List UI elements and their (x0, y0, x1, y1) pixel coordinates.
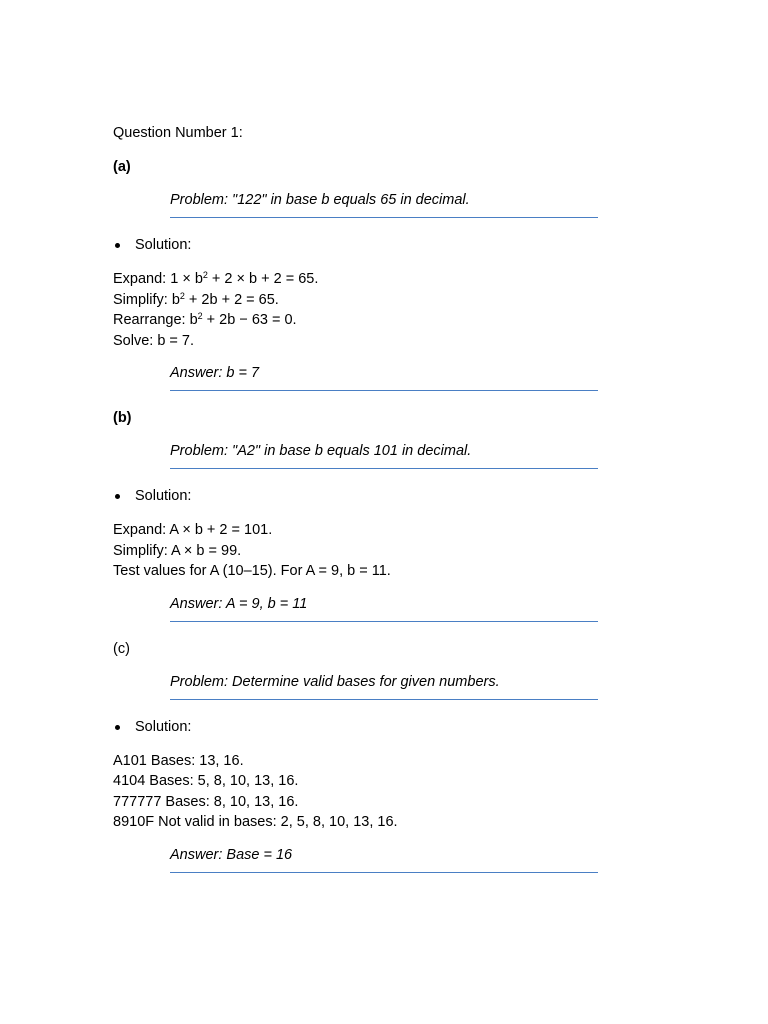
step-line: Simplify: $b^2 + 2b + 2 = 65$. (113, 290, 279, 308)
part-c-problem: Problem: Determine valid bases for given numbers. (170, 674, 598, 700)
document-page (113, 125, 613, 873)
part-b-steps (113, 520, 613, 582)
question-title: Question Number 1: (113, 125, 243, 141)
step-line: Expand: $1 \times b^2 + 2 \times b + 2 = 65$. (113, 270, 319, 287)
part-b-answer: Answer: A = 9, b = 11 (170, 596, 598, 622)
part-a-solution-label: Solution: (135, 237, 192, 253)
part-c (113, 641, 613, 873)
step-line: Simplify: A × b = 99. (113, 542, 242, 559)
part-b-label: (b) (113, 410, 132, 426)
part-a-steps (113, 269, 613, 351)
part-c-steps (113, 751, 613, 833)
step-line: 777777 Bases: 8, 10, 13, 16. (113, 793, 299, 810)
part-b (113, 410, 613, 622)
step-line: 8910F Not valid in bases: 2, 5, 8, 10, 13, 16. (113, 814, 398, 830)
part-a-problem: Problem: "122" in base b equals 65 in decimal. (170, 192, 598, 218)
part-c-solution-bullet (113, 719, 613, 736)
step-line: Solve: b = 7. (113, 332, 195, 349)
part-a-label: (a) (113, 159, 131, 175)
step-line: A101 Bases: 13, 16. (113, 752, 244, 769)
bullet-icon (115, 243, 120, 248)
part-c-solution-label: Solution: (135, 718, 192, 735)
step-line: 4104 Bases: 5, 8, 10, 13, 16. (113, 773, 299, 789)
part-b-solution-label: Solution: (135, 488, 192, 504)
step-line: Expand: A × b + 2 = 101. (113, 522, 273, 538)
part-b-solution-bullet (113, 488, 613, 505)
bullet-icon (115, 725, 120, 730)
part-b-problem: Problem: "A2" in base b equals 101 in decimal. (170, 443, 598, 469)
part-c-answer: Answer: Base = 16 (170, 847, 598, 873)
part-a-solution-bullet (113, 237, 613, 254)
step-line: Test values for A (10–15). For A = 9, b = 11. (113, 563, 391, 579)
step-line: Rearrange: $b^2 + 2b - 63 = 0$. (113, 311, 297, 328)
part-a-answer: Answer: b = 7 (170, 365, 598, 391)
part-a (113, 159, 613, 391)
bullet-icon (115, 494, 120, 499)
part-c-label: (c) (113, 640, 130, 657)
